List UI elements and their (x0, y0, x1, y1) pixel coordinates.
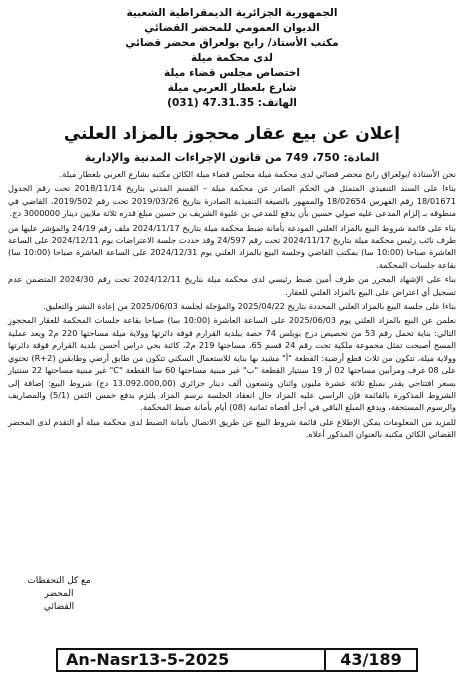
notice-subtitle: المادة: 750، 749 من قانون الإجراءات المدنية والإدارية (84, 151, 380, 164)
header-office: الديوان العمومي للمحضر القضائي (144, 22, 320, 34)
paragraph-contact: للمزيد من المعلومات يمكن الإطلاع على قائمة شروط البيع عن طريق الاتصال بأمانة الضبط لدى محكمة ميلة أو التقدم لدى المحضر القضائي الكائن مكتبه بالعنوان المذكور أعلاه. (8, 416, 456, 440)
paragraph-intro: نحن الأستاذة /بولعراق رابح محضر قضائي لدى محكمة ميلة مجلس قضاء ميلة الكائن مكتبه بشارع العربي بلعطار ميلة. (59, 169, 456, 179)
signature-title-1: المحضر (44, 589, 74, 599)
header-republic: الجمهورية الجزائرية الديمقراطية الشعبية (126, 7, 338, 19)
paragraph-judgment: بناءا على السند التنفيذي المتمثل في الحكم الصادر عن محكمة ميلة – القسم المدني بتاريخ 2018/11/14 تحت رقم الجدول 18/01671 رقم الفهرس 18/02654 والممهور بالصيغة التنفيذية الصادرة بتاريخ 2019/03/26 تحت رقم 2019/502، القاضي في منطوقه بـ إلزام المدعى عليه صولي حسين بأن يدفع للمدعي بن عليوة الشريف بن حسين مبلغ قدره ثلاثة ملايين دينار 3000000 دج. (8, 183, 456, 219)
paragraph-postponement: بناءا على جلسة البيع بالمزاد العلني المحددة بتاريخ 2025/04/22 والمؤجلة لجلسة 2025/06/03 من إعادة النشر والتعليق. (43, 301, 456, 312)
publication-footer (56, 648, 418, 672)
signature-block (14, 575, 104, 614)
header-court: لدى محكمة ميلة (191, 52, 273, 64)
header-phone: الهاتف: 47.31.35 (031) (167, 97, 297, 109)
signature-reservations: مع كل التحفظات (27, 576, 91, 586)
paragraph-property-description: نعلمن عن البيع بالمزاد العلني يوم 2025/06/03 على الساعة العاشرة (10:00 سا) صباحا بقاعة جلسات المحكمة للعقار المحجوز التالي: بناية تحمل رقم 53 من تحصيص درج بويلس 74 حصة ببلدية القرارم قوقة دائرتها وولاية ميلة مساحتها 220 م2 ويعد عملية المسح أصبحت تمثل مجموعة ملكية تحت رقم 24 قسم 65، مساحتها 219 م2، كائنة بحي دراس أحسن بلدية القرارم قوقة دائرتها وولاية ميلة، تتكون من ثلاث قطع أرضية: القطعة "أ" مشيد بها بناية للاستعمال السكني تتكون من طابق أرضي وطابقين (R+2) تحتوي على 08 غرف ومرآبين مساحتها 02 آر 19 سنتيار القطعة "ب" غير مبنية مساحتها 60 سا القطعة "C" غير مبنية مساحتها 22 سنتيار بسعر افتتاحي يقدر بمبلغ ثلاثة عشرة مليون واثنان وتسعون ألف دينار جزائري (13.092.000,00 دج) شروط البيع: إضافة إلى الشروط المذكورة بالقائمة فإن الراسي عليه المزاد حال انعقاد الجلسة برسم المزاد يلتزم بدفع خمس الثمن (5/1) والمصاريف والرسوم المستحقة، ويدفع المبلغ الباقي في أجل أقصاه ثمانية (08) أيام بأمانة ضبط المحكمة. (8, 315, 457, 413)
notice-title: إعلان عن بيع عقار محجوز بالمزاد العلني (63, 124, 401, 144)
publication-label: An-Nasr13-5-2025 (66, 650, 230, 669)
notice-body (8, 168, 456, 441)
paragraph-sale-conditions: بناء على قائمة شروط البيع بالمزاد العلني المودعة بأمانة ضبط محكمة ميلة بتاريخ 2024/11/17 ملف رقم 24/19 والمؤشر عليها من طرف نائب رئيس محكمة ميلة بتاريخ 2024/11/17 تحت رقم 24/597 وقد حددت جلسة الاعتراضات يوم 2024/12/11 على الساعة العاشرة صباحا (10:00 سا) بمكتب القاضي وجلسة البيع بالمزاد العلني يوم 2024/12/31 على الساعة العاشرة صباحا (10:00 سا) بقاعة جلسات المحكمة. (8, 222, 457, 270)
signature-title-2: القضائي (43, 602, 75, 612)
paragraph-objections: بناء على الإشهاد المحرر من طرف أمين ضبط رئيسي لدى محكمة ميلة بتاريخ 2024/12/11 تحت رقم 2024/30 المتضمن عدم تسجيل أي اعتراض على البيع بالمزاد العلني للعقار. (8, 274, 457, 297)
header-address: شارع بلعطار العربي ميلة (167, 82, 297, 94)
header-jurisdiction: اختصاص مجلس قضاء ميلة (163, 67, 300, 79)
header-bailiff: مكتب الأستاذ/ رابح بولعراق محضر قضائي (125, 37, 339, 49)
issuer-header (8, 6, 456, 111)
publication-reference: 43/189 (324, 650, 416, 670)
